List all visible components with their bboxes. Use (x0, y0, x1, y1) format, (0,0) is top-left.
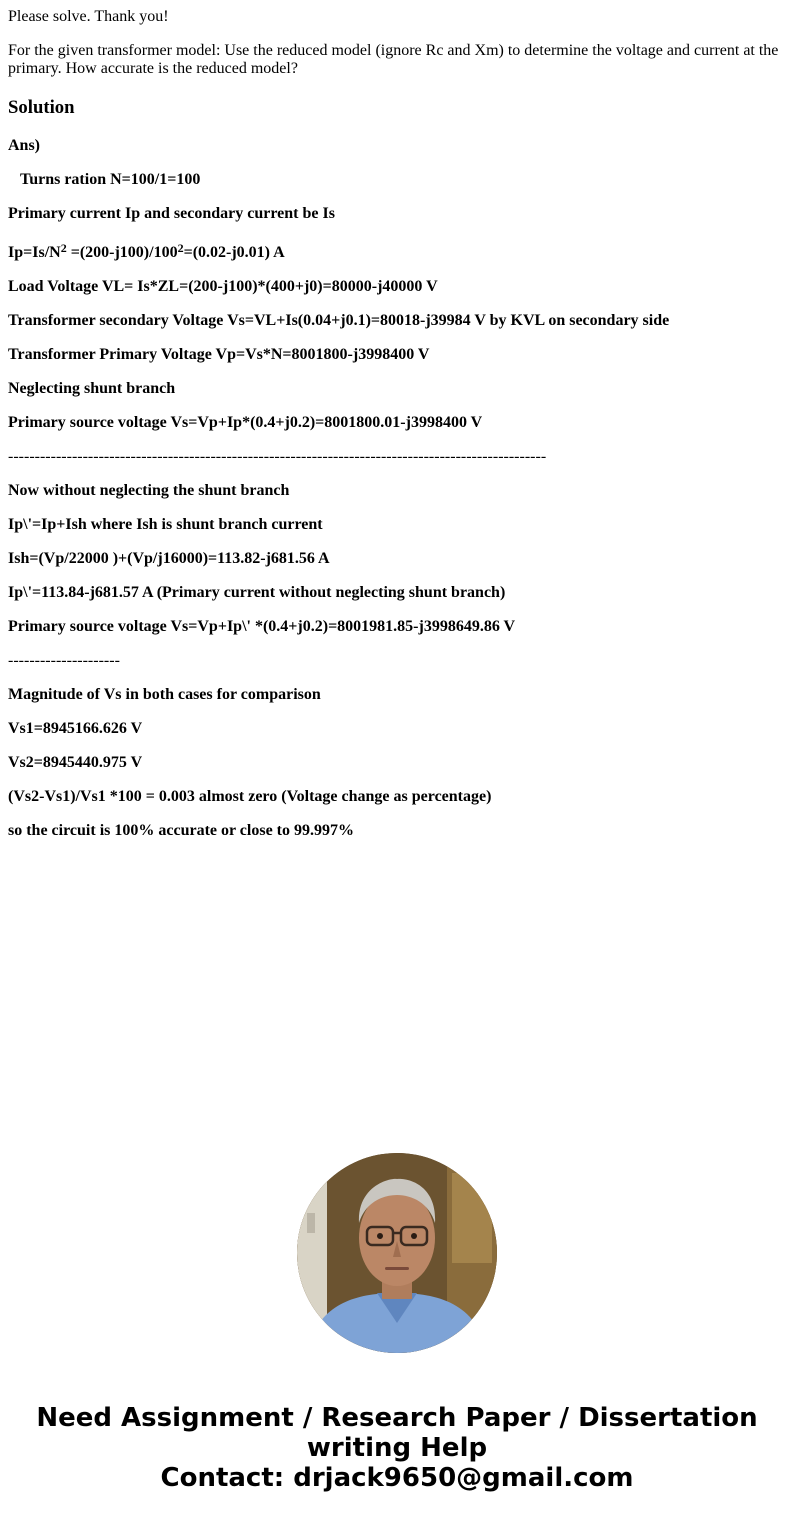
shunt-current-line: Ish=(Vp/22000 )+(Vp/j16000)=113.82-j681.56 A (8, 550, 330, 567)
promo-banner (0, 1403, 794, 1493)
conclusion-line: so the circuit is 100% accurate or close to 99.997% (8, 822, 355, 839)
primary-source-voltage-line-1: Primary source voltage Vs=Vp+Ip*(0.4+j0.2)=8001800.01-j3998400 V (8, 414, 483, 431)
primary-current-formula (8, 241, 285, 262)
long-divider: ----------------------------------------------------------------------------------------------------- (8, 448, 547, 465)
promo-line-1: Need Assignment / Research Paper / Dissertation (36, 1403, 758, 1433)
vs1-line: Vs1=8945166.626 V (8, 720, 143, 737)
primary-source-voltage-line-2: Primary source voltage Vs=Vp+Ip\' *(0.4+j0.2)=8001981.85-j3998649.86 V (8, 618, 516, 635)
solution-heading: Solution (8, 97, 75, 118)
ip-prime-definition-line: Ip\'=Ip+Ish where Ish is shunt branch current (8, 516, 323, 533)
without-neglecting-line: Now without neglecting the shunt branch (8, 482, 290, 499)
question-text: For the given transformer model: Use the reduced model (ignore Rc and Xm) to determine the voltage and current at the primary. How accurate is the reduced model? (8, 42, 779, 77)
answer-label: Ans) (8, 137, 41, 154)
request-text: Please solve. Thank you! (8, 8, 169, 25)
ip-prime-value-line: Ip\'=113.84-j681.57 A (Primary current without neglecting shunt branch) (8, 584, 506, 601)
percentage-change-line: (Vs2-Vs1)/Vs1 *100 = 0.003 almost zero (Voltage change as percentage) (8, 788, 492, 805)
magnitude-intro-line: Magnitude of Vs in both cases for comparison (8, 686, 321, 703)
load-voltage-line: Load Voltage VL= Is*ZL=(200-j100)*(400+j0)=80000-j40000 V (8, 278, 438, 295)
vs2-line: Vs2=8945440.975 V (8, 754, 143, 771)
secondary-voltage-line: Transformer secondary Voltage Vs=VL+Is(0.04+j0.1)=80018-j39984 V by KVL on secondary side (8, 312, 670, 329)
ip-formula-part-a: Ip=Is/N (8, 244, 61, 261)
ip-formula-exponent-2: 2 (177, 241, 184, 255)
neglecting-shunt-line: Neglecting shunt branch (8, 380, 176, 397)
ip-formula-exponent-1: 2 (60, 241, 67, 255)
short-divider: --------------------- (8, 652, 120, 669)
primary-voltage-line: Transformer Primary Voltage Vp=Vs*N=8001800-j3998400 V (8, 346, 430, 363)
ip-formula-part-b: =(200-j100)/100 (66, 244, 178, 261)
ip-formula-part-c: =(0.02-j0.01) A (183, 244, 285, 261)
promo-contact-line: Contact: drjack9650@gmail.com (160, 1463, 634, 1493)
author-avatar (297, 1153, 497, 1353)
promo-line-2: writing Help (306, 1433, 488, 1463)
turns-ratio-line: Turns ration N=100/1=100 (20, 171, 201, 188)
author-portrait-icon (297, 1153, 497, 1353)
currents-intro-line: Primary current Ip and secondary current be Is (8, 205, 335, 222)
